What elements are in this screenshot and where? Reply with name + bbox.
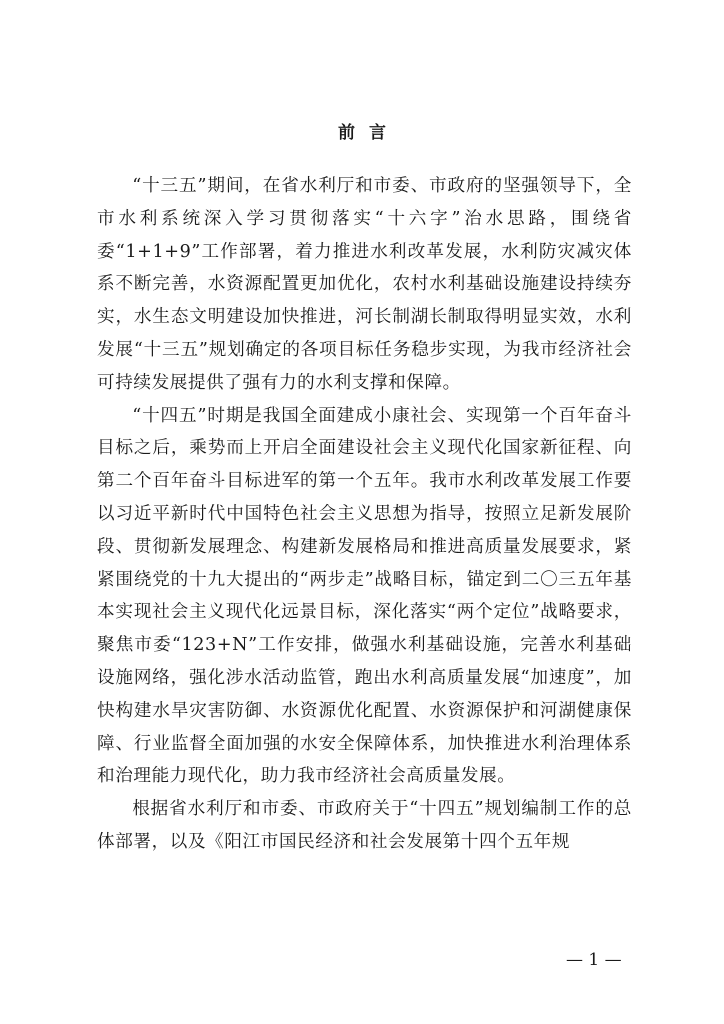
page-number: — 1 — <box>566 950 622 970</box>
document-body <box>97 170 632 859</box>
page-title: 前言 <box>338 123 400 143</box>
paragraph-3: 根据省水利厅和市委、市政府关于“十四五”规划编制工作的总体部署，以及《阳江市国民经济和社会发展第十四个五年规 <box>97 799 632 852</box>
paragraph-1: “十三五”期间，在省水利厅和市委、市政府的坚强领导下，全市水利系统深入学习贯彻落实“十六字”治水思路，围绕省委“1+1+9”工作部署，着力推进水利改革发展，水利防灾减灾体系不断完善，水资源配置更加优化，农村水利基础设施建设持续夯实，水生态文明建设加快推进，河长制湖长制取得明显实效，水利发展“十三五”规划确定的各项目标任务稳步实现，为我市经济社会可持续发展提供了强有力的水利支撑和保障。 <box>97 176 632 393</box>
paragraph-2: “十四五”时期是我国全面建成小康社会、实现第一个百年奋斗目标之后，乘势而上开启全面建设社会主义现代化国家新征程、向第二个百年奋斗目标进军的第一个五年。我市水利改革发展工作要以习近平新时代中国特色社会主义思想为指导，按照立足新发展阶段、贯彻新发展理念、构建新发展格局和推进高质量发展要求，紧紧围绕党的十九大提出的“两步走”战略目标，锚定到二〇三五年基本实现社会主义现代化远景目标，深化落实“两个定位”战略要求，聚焦市委“123+N”工作安排，做强水利基础设施，完善水利基础设施网络，强化涉水活动监管，跑出水利高质量发展“加速度”，加快构建水旱灾害防御、水资源优化配置、水资源保护和河湖健康保障、行业监督全面加强的水安全保障体系，加快推进水利治理体系和治理能力现代化，助力我市经济社会高质量发展。 <box>97 405 632 787</box>
